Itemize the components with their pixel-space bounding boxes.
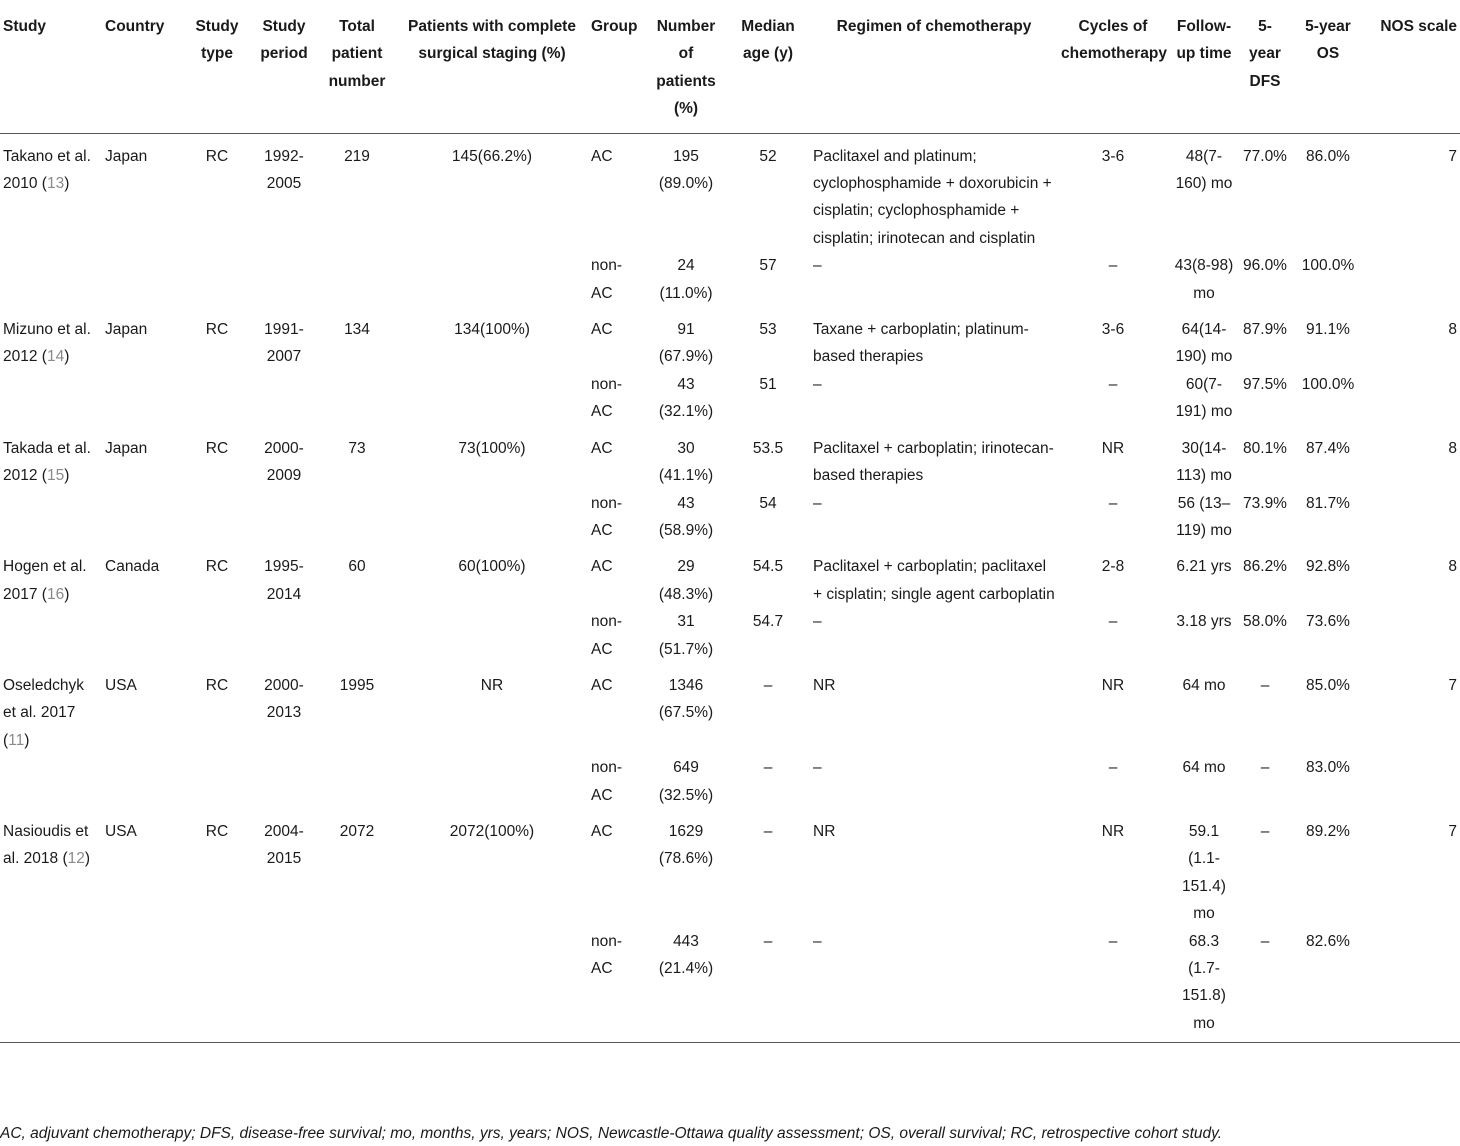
nos-scale-cell: 8 (1448, 321, 1457, 339)
os-cell: 91.1% (1306, 321, 1350, 339)
empty-cell (396, 371, 588, 426)
nos-scale-cell (1366, 754, 1460, 809)
header-5yr-os: 5-year OS (1290, 5, 1366, 133)
table-row (0, 809, 1460, 928)
follow-up-cell: 3.18 yrs (1176, 613, 1232, 631)
follow-up-cell: 64 mo (1182, 676, 1226, 694)
study-name: Mizuno et al. 2012 (3, 321, 91, 366)
follow-up-cell: 64 mo (1182, 759, 1226, 777)
number-of-patients-cell: 1629 (78.6%) (658, 822, 714, 868)
table-row (0, 544, 1460, 608)
study-type-cell: RC (205, 558, 229, 576)
regimen-cell: NR (813, 822, 836, 840)
group-cell: AC (591, 147, 613, 165)
header-country: Country (102, 5, 184, 133)
nos-scale-cell (1366, 608, 1460, 663)
header-number-of-patients: Number of patients (%) (646, 5, 726, 133)
table-row (0, 754, 1460, 809)
group-cell: AC (591, 321, 613, 339)
regimen-cell: – (813, 375, 822, 393)
median-age-cell: 52 (759, 147, 777, 165)
header-median-age: Median age (y) (726, 5, 810, 133)
number-of-patients-cell: 443 (21.4%) (646, 928, 726, 1043)
cycles-cell: – (1108, 613, 1118, 631)
empty-cell (0, 754, 102, 809)
empty-cell (318, 928, 396, 1043)
total-patients-cell: 1995 (339, 676, 375, 694)
empty-cell (102, 608, 184, 663)
nos-scale-cell: 8 (1448, 439, 1457, 457)
reference-link[interactable]: 12 (67, 850, 85, 868)
table-row (0, 608, 1460, 663)
regimen-cell: – (810, 928, 1058, 1043)
empty-cell (0, 252, 102, 307)
study-cell: Takada et al. 2012 (15) (3, 439, 91, 485)
cycles-cell: – (1108, 759, 1118, 777)
total-patients-cell: 2072 (339, 822, 375, 840)
staging-cell: 145(66.2%) (451, 147, 533, 165)
regimen-cell: Taxane + carboplatin; platinum-based therapies (813, 321, 1029, 366)
median-age-cell: 54.5 (752, 558, 784, 576)
table-row (0, 252, 1460, 307)
staging-cell: NR (480, 676, 504, 694)
header-complete-staging: Patients with complete surgical staging (%) (396, 5, 588, 133)
dfs-cell: 86.2% (1243, 558, 1287, 576)
cycles-cell: NR (1101, 439, 1125, 457)
country-cell: Japan (105, 439, 148, 457)
staging-cell: 60(100%) (458, 558, 526, 576)
group-cell: AC (591, 439, 613, 457)
os-cell: 85.0% (1306, 676, 1350, 694)
study-cell: Takano et al. 2010 (13) (3, 147, 91, 193)
follow-up-cell: 59.1 (1.1-151.4) mo (1182, 822, 1226, 923)
empty-cell (184, 608, 250, 663)
median-age-cell: 53.5 (752, 439, 784, 457)
cycles-cell: NR (1101, 822, 1125, 840)
cycles-cell: 2-8 (1101, 558, 1125, 576)
number-of-patients-cell: 649 (32.5%) (658, 759, 714, 804)
os-cell: 82.6% (1290, 928, 1366, 1043)
reference-link[interactable]: 16 (46, 585, 65, 603)
table-row (0, 371, 1460, 426)
dfs-cell: – (1240, 928, 1290, 1043)
study-type-cell: RC (205, 822, 229, 840)
group-cell: non-AC (591, 257, 623, 302)
nos-scale-cell (1366, 252, 1460, 307)
study-type-cell: RC (205, 321, 229, 339)
empty-cell (396, 754, 588, 809)
nos-scale-cell (1366, 928, 1460, 1043)
follow-up-cell: 48(7-160) mo (1175, 147, 1233, 193)
country-cell: USA (105, 822, 137, 840)
total-patients-cell: 219 (344, 147, 370, 165)
header-study: Study (0, 5, 102, 133)
reference-link[interactable]: 14 (46, 348, 65, 366)
follow-up-cell: 43(8-98) mo (1174, 257, 1234, 302)
header-regimen: Regimen of chemotherapy (810, 5, 1058, 133)
studies-table (0, 5, 1460, 1043)
study-cell: Nasioudis et al. 2018 (12) (3, 822, 91, 868)
median-age-cell: 57 (759, 257, 777, 275)
empty-cell (102, 490, 184, 545)
regimen-cell: – (813, 494, 822, 512)
empty-cell (102, 371, 184, 426)
cycles-cell: – (1108, 257, 1118, 275)
country-cell: Japan (105, 147, 148, 165)
median-age-cell: 53 (759, 321, 777, 339)
empty-cell (0, 608, 102, 663)
header-study-period: Study period (250, 5, 318, 133)
median-age-cell: 54 (759, 494, 777, 512)
reference-link[interactable]: 15 (46, 467, 65, 485)
total-patients-cell: 73 (348, 439, 366, 457)
header-5yr-dfs: 5-year DFS (1240, 5, 1290, 133)
dfs-cell: 77.0% (1243, 147, 1287, 165)
dfs-cell: – (1260, 676, 1270, 694)
table-body (0, 133, 1460, 1043)
number-of-patients-cell: 31 (51.7%) (658, 613, 714, 658)
reference-link[interactable]: 13 (46, 175, 65, 193)
number-of-patients-cell: 30 (41.1%) (658, 439, 714, 485)
cycles-cell: 3-6 (1101, 321, 1125, 339)
study-period-cell: 1991-2007 (264, 321, 304, 366)
empty-cell (318, 490, 396, 545)
table-row (0, 133, 1460, 252)
dfs-cell: – (1260, 759, 1270, 777)
empty-cell (184, 754, 250, 809)
empty-cell (0, 371, 102, 426)
follow-up-cell: 64(14-190) mo (1175, 321, 1233, 366)
os-cell: 83.0% (1306, 759, 1350, 777)
empty-cell (0, 928, 102, 1043)
total-patients-cell: 134 (344, 321, 370, 339)
nos-scale-cell (1366, 371, 1460, 426)
empty-cell (250, 252, 318, 307)
study-name: Takada et al. 2012 (3, 439, 91, 485)
study-name: Hogen et al. 2017 (3, 558, 87, 603)
dfs-cell: 97.5% (1243, 375, 1287, 393)
header-follow-up: Follow-up time (1168, 5, 1240, 133)
os-cell: 87.4% (1306, 439, 1350, 457)
regimen-cell: Paclitaxel + carboplatin; irinotecan-based therapies (813, 439, 1054, 485)
dfs-cell: 73.9% (1243, 494, 1287, 512)
dfs-cell: 80.1% (1243, 439, 1287, 457)
study-period-cell: 2000-2013 (264, 676, 304, 722)
os-cell: 86.0% (1306, 147, 1350, 165)
number-of-patients-cell: 195 (89.0%) (658, 147, 714, 193)
study-type-cell: RC (205, 439, 229, 457)
empty-cell (396, 928, 588, 1043)
cycles-cell: 3-6 (1101, 147, 1125, 165)
cycles-cell: – (1108, 375, 1118, 393)
median-age-cell: – (763, 759, 773, 777)
follow-up-cell: 68.3 (1.7-151.8) mo (1168, 928, 1240, 1043)
number-of-patients-cell: 43 (58.9%) (658, 494, 714, 539)
number-of-patients-cell: 43 (32.1%) (658, 375, 714, 421)
empty-cell (250, 608, 318, 663)
os-cell: 92.8% (1306, 558, 1350, 576)
study-cell: Mizuno et al. 2012 (14) (3, 321, 91, 366)
study-period-cell: 2000-2009 (264, 439, 304, 485)
empty-cell (396, 490, 588, 545)
follow-up-cell: 30(14-113) mo (1176, 439, 1232, 485)
median-age-cell: 51 (759, 375, 777, 393)
empty-cell (102, 252, 184, 307)
table-row (0, 307, 1460, 371)
staging-cell: 2072(100%) (449, 822, 535, 840)
group-cell: AC (591, 676, 613, 694)
study-period-cell: 1995-2014 (264, 558, 304, 603)
nos-scale-cell: 7 (1448, 822, 1457, 840)
empty-cell (0, 490, 102, 545)
number-of-patients-cell: 91 (67.9%) (658, 321, 714, 366)
staging-cell: 134(100%) (454, 321, 530, 339)
group-cell: non-AC (588, 928, 646, 1043)
number-of-patients-cell: 24 (11.0%) (659, 257, 713, 302)
study-type-cell: RC (205, 676, 229, 694)
study-period-cell: 1992-2005 (264, 147, 304, 193)
header-total-patient-number: Total patient number (318, 5, 396, 133)
regimen-cell: – (813, 257, 822, 275)
header-nos-scale: NOS scale (1366, 5, 1460, 133)
regimen-cell: – (813, 613, 822, 631)
follow-up-cell: 56 (13–119) mo (1176, 494, 1232, 539)
empty-cell (102, 928, 184, 1043)
os-cell: 89.2% (1306, 822, 1350, 840)
empty-cell (318, 371, 396, 426)
os-cell: 73.6% (1306, 613, 1350, 631)
country-cell: Japan (105, 321, 148, 339)
regimen-cell: – (813, 759, 822, 777)
header-row (0, 5, 1460, 133)
dfs-cell: 96.0% (1243, 257, 1287, 275)
os-cell: 100.0% (1301, 257, 1355, 275)
study-period-cell: 2004-2015 (264, 822, 304, 868)
cycles-cell: – (1058, 928, 1168, 1043)
group-cell: AC (591, 558, 613, 576)
os-cell: 81.7% (1306, 494, 1350, 512)
group-cell: non-AC (591, 494, 623, 539)
table-footnote: AC, adjuvant chemotherapy; DFS, disease-free survival; mo, months, yrs, years; NOS, Newcastle-Ottawa quality assessment; OS, overall survival; RC, retrospective cohort study. (0, 1125, 1223, 1142)
empty-cell (318, 754, 396, 809)
number-of-patients-cell: 1346 (67.5%) (658, 676, 714, 722)
nos-scale-cell: 8 (1448, 558, 1457, 576)
group-cell: AC (591, 822, 613, 840)
median-age-cell: – (763, 822, 773, 840)
empty-cell (184, 928, 250, 1043)
nos-scale-cell: 7 (1448, 147, 1457, 165)
country-cell: Canada (105, 558, 160, 576)
regimen-cell: NR (813, 676, 836, 694)
dfs-cell: 87.9% (1243, 321, 1287, 339)
table-row (0, 928, 1460, 1043)
table-row (0, 663, 1460, 754)
group-cell: non-AC (591, 375, 623, 421)
empty-cell (250, 928, 318, 1043)
median-age-cell: – (763, 676, 773, 694)
country-cell: USA (105, 676, 137, 694)
group-cell: non-AC (591, 613, 623, 658)
study-type-cell: RC (205, 147, 229, 165)
study-cell: Oseledchyk et al. 2017 (11) (3, 676, 84, 749)
empty-cell (184, 490, 250, 545)
staging-cell: 73(100%) (458, 439, 526, 457)
study-cell: Hogen et al. 2017 (16) (3, 558, 87, 603)
empty-cell (102, 754, 184, 809)
dfs-cell: – (1260, 822, 1270, 840)
empty-cell (184, 371, 250, 426)
empty-cell (396, 608, 588, 663)
empty-cell (250, 371, 318, 426)
study-name: Takano et al. 2010 (3, 147, 91, 193)
number-of-patients-cell: 29 (48.3%) (658, 558, 714, 603)
cycles-cell: – (1108, 494, 1118, 512)
empty-cell (318, 252, 396, 307)
table-row (0, 426, 1460, 490)
cycles-cell: NR (1101, 676, 1125, 694)
study-name: Nasioudis et al. 2018 (3, 822, 89, 868)
total-patients-cell: 60 (348, 558, 366, 576)
median-age-cell: 54.7 (752, 613, 784, 631)
header-group: Group (588, 5, 646, 133)
nos-scale-cell: 7 (1448, 676, 1457, 694)
regimen-cell: Paclitaxel + carboplatin; paclitaxel + cisplatin; single agent carboplatin (813, 558, 1055, 603)
header-study-type: Study type (184, 5, 250, 133)
empty-cell (396, 252, 588, 307)
study-name: Oseledchyk et al. 2017 (3, 676, 84, 722)
header-cycles: Cycles of chemotherapy (1058, 5, 1168, 133)
dfs-cell: 58.0% (1243, 613, 1287, 631)
follow-up-cell: 6.21 yrs (1176, 558, 1232, 576)
empty-cell (250, 490, 318, 545)
nos-scale-cell (1366, 490, 1460, 545)
follow-up-cell: 60(7-191) mo (1175, 375, 1233, 421)
empty-cell (184, 252, 250, 307)
os-cell: 100.0% (1301, 375, 1355, 393)
group-cell: non-AC (591, 759, 623, 804)
empty-cell (318, 608, 396, 663)
empty-cell (250, 754, 318, 809)
median-age-cell: – (726, 928, 810, 1043)
regimen-cell: Paclitaxel and platinum; cyclophosphamide + doxorubicin + cisplatin; cyclophosphamide + cisplatin; irinotecan and cisplatin (813, 147, 1052, 247)
reference-link[interactable]: 11 (8, 731, 25, 749)
table-row (0, 490, 1460, 545)
